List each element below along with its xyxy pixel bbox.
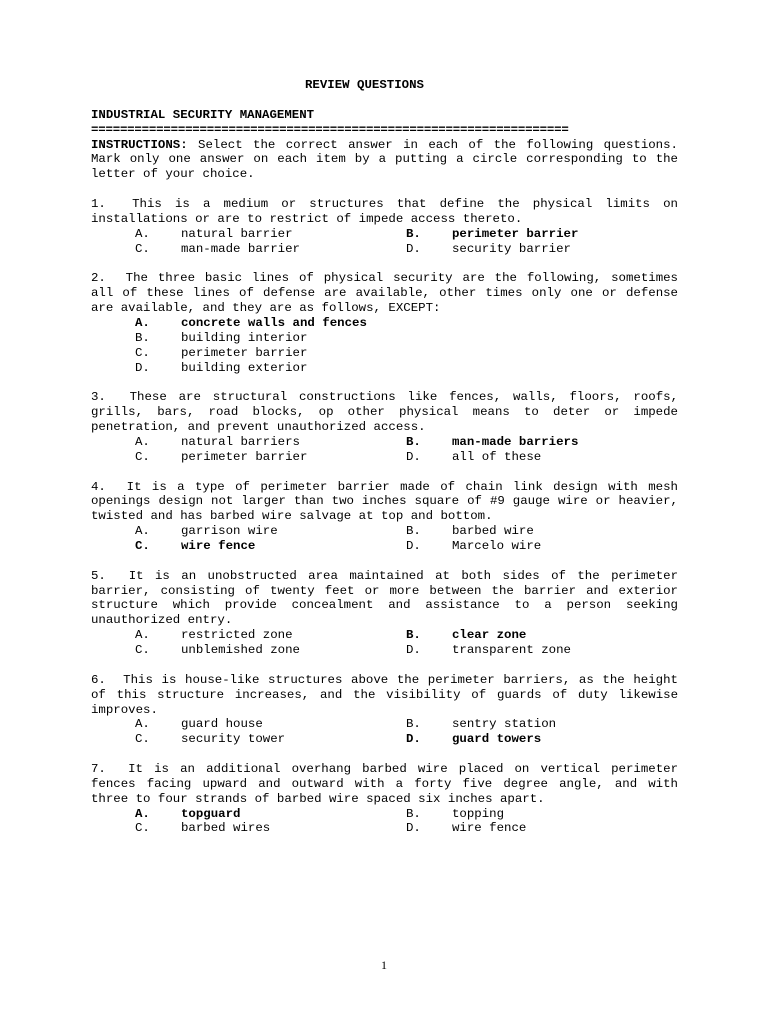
option-row [135,346,678,361]
page-number: 1 [381,958,387,972]
answer-option[interactable] [406,524,677,539]
option-text: guard towers [452,732,542,747]
answer-option[interactable] [406,732,677,747]
question-stem [91,673,678,718]
question-stem [91,569,678,628]
question-number: 1. [91,197,106,212]
option-text: concrete walls and fences [181,315,367,330]
question-text: It is an additional overhang barbed wire placed on vertical perimeter fences facing upward and outward with a forty five degree angle, and with three to four strands of barbed wire spaced six inches apart. [91,762,679,806]
answer-option[interactable] [406,435,677,450]
option-letter: B. [406,434,421,449]
option-letter: D. [406,241,421,256]
option-row [135,316,678,331]
option-row [135,524,678,539]
answer-option[interactable] [135,717,406,732]
option-text: guard house [181,717,263,732]
option-letter: B. [406,226,421,241]
question-number: 3. [91,390,106,405]
option-text: wire fence [181,538,256,553]
option-row [135,717,678,732]
question-item [91,673,678,747]
question-number: 6. [91,672,106,687]
option-text: restricted zone [181,628,293,643]
option-letter: D. [135,360,150,375]
option-text: garrison wire [181,524,278,539]
option-letter: A. [135,524,150,539]
section-heading: INDUSTRIAL SECURITY MANAGEMENT [91,107,315,122]
option-letter: D. [406,643,421,657]
answer-option[interactable] [135,732,406,747]
option-letter: C. [135,345,150,360]
option-letter: B. [406,524,421,539]
option-letter: A. [135,628,150,643]
answer-option[interactable] [406,807,677,822]
question-number: 5. [91,568,106,583]
option-text: barbed wires [181,821,271,836]
answer-option[interactable] [135,628,406,643]
answer-option[interactable] [406,242,677,257]
option-row [135,539,678,554]
option-row [135,227,678,242]
question-list [91,197,678,836]
option-text: natural barrier [181,226,293,241]
option-row [135,435,678,450]
option-letter: B. [406,628,421,643]
question-text: It is a type of perimeter barrier made of chain link design with mesh openings design not larger than two inches square of #9 gauge wire or heavier, twisted and has barbed wire salvage at top and bottom. [91,479,678,524]
option-text: wire fence [452,821,527,836]
question-item [91,480,678,554]
question-text: It is an unobstructed area maintained at both sides of the perimeter barrier, consisting of twenty feet or more between the barrier and exterior structure which provide concealment and assistance to a person seeking unauthorized entry. [91,568,679,628]
answer-option[interactable] [135,821,406,836]
answer-options [135,435,678,465]
option-letter: B. [406,806,421,821]
option-letter: D. [406,821,421,836]
option-letter: A. [135,434,150,449]
instructions-label: INSTRUCTIONS: [91,137,188,152]
answer-option[interactable] [406,628,677,643]
answer-options [135,807,678,837]
page-title: REVIEW QUESTIONS [305,78,424,92]
option-text: topping [452,806,505,821]
option-letter: C. [135,643,150,657]
answer-option[interactable] [135,242,406,257]
option-letter: A. [135,226,150,241]
option-row [135,361,678,376]
option-letter: C. [135,241,150,256]
question-stem [91,762,678,807]
answer-options [135,717,678,747]
option-letter: B. [406,717,421,732]
option-row [135,450,678,465]
answer-option[interactable] [135,539,406,554]
option-text: security barrier [452,241,571,256]
option-letter: C. [135,821,150,836]
answer-option[interactable] [406,227,677,242]
answer-option[interactable] [135,524,406,539]
option-text: building interior [181,330,308,345]
question-item [91,569,678,658]
option-text: sentry station [452,717,557,732]
option-row [135,331,678,346]
question-text: This is house-like structures above the perimeter barriers, as the height of this structure increases, and the visibility of guards of duty likewise improves. [91,672,678,717]
option-text: unblemished zone [181,643,300,657]
answer-option[interactable] [135,361,406,376]
answer-option[interactable] [135,227,406,242]
option-row [135,807,678,822]
question-item [91,762,678,836]
document-page [91,78,678,836]
option-text: natural barriers [181,434,300,449]
option-text: Marcelo wire [452,538,542,553]
option-letter: A. [135,717,150,732]
option-text: building exterior [181,360,308,375]
option-text: security tower [181,732,286,747]
answer-option[interactable] [406,539,677,554]
divider-rule: ================================================================== [91,122,569,137]
answer-option[interactable] [135,807,406,822]
question-stem [91,480,678,525]
option-text: barbed wire [452,524,534,539]
question-item [91,271,678,375]
option-letter: C. [135,732,150,747]
answer-option[interactable] [406,450,677,465]
option-letter: B. [135,330,150,345]
answer-options [135,628,678,658]
instructions [91,138,678,183]
question-stem [91,390,678,435]
instructions-text: Select the correct answer in each of the following questions. Mark only one answer on each item by a putting a circle corresponding to the letter of your choice. [91,137,678,182]
option-letter: D. [406,538,421,553]
question-text: These are structural constructions like fences, walls, floors, roofs, grills, bars, road blocks, op other physical means to deter or impede penetration, and prevent unauthorized access. [91,390,678,435]
option-text: clear zone [452,628,527,643]
answer-options [135,524,678,554]
question-item [91,197,678,256]
answer-option[interactable] [135,346,406,361]
option-row [135,242,678,257]
option-letter: A. [135,806,150,821]
question-number: 4. [91,479,106,494]
option-row [135,732,678,747]
option-letter: D. [406,449,421,464]
question-text: This is a medium or structures that define the physical limits on installations or are to restrict of impede access thereto. [91,197,678,226]
answer-options [135,316,678,375]
question-number: 2. [91,271,106,286]
option-letter: A. [135,315,150,330]
option-text: perimeter barrier [452,226,579,241]
answer-option[interactable] [135,435,406,450]
option-text: man-made barrier [181,241,300,256]
answer-option[interactable] [135,331,406,346]
option-letter: C. [135,538,150,553]
answer-options [135,227,678,257]
option-text: topguard [181,806,241,821]
question-text: The three basic lines of physical security are the following, sometimes all of these lines of defense are available, other times only one or defense are available, and they are as follows, EXCEPT: [91,271,678,316]
question-stem [91,197,678,227]
answer-option[interactable] [135,450,406,465]
answer-option[interactable] [406,643,677,658]
option-row [135,643,678,658]
question-stem [91,271,678,316]
option-row [135,821,678,836]
option-letter: D. [406,732,421,747]
option-text: man-made barriers [452,434,579,449]
answer-option[interactable] [135,643,406,658]
option-text: perimeter barrier [181,345,308,360]
option-letter: C. [135,449,150,464]
answer-option[interactable] [406,717,677,732]
answer-option[interactable] [135,316,406,331]
option-text: perimeter barrier [181,449,308,464]
option-text: all of these [452,449,542,464]
question-item [91,390,678,464]
option-text: transparent zone [452,643,571,657]
question-number: 7. [91,762,106,777]
option-row [135,628,678,643]
answer-option[interactable] [406,821,677,836]
